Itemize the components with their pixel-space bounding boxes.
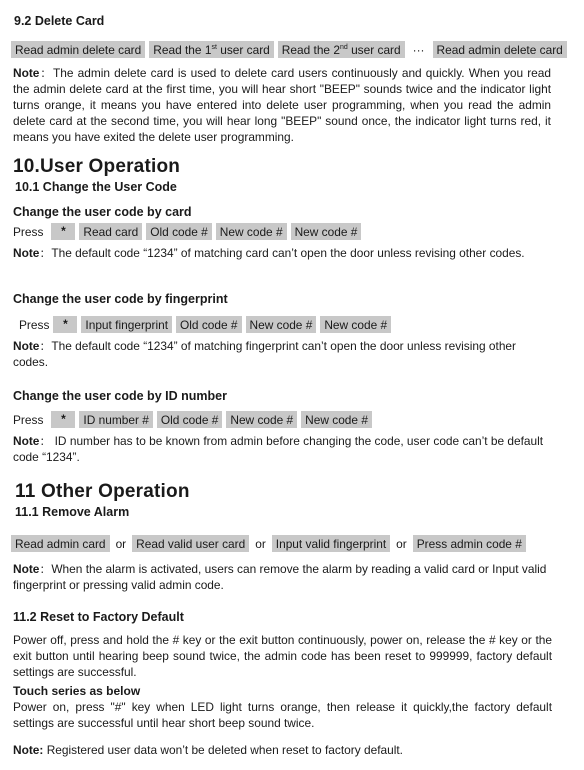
step-new-code-confirm: New code #	[301, 411, 372, 428]
delete-card-note: Note：The admin delete card is used to delete card users continuously and quickly. When you read the admin delete card at the first time, you will hear short "BEEP" sounds twice and the indicator light turns orange, it means you have entered into delete user programming, when you read the admin delete card at the second time, you will hear long "BEEP" sound once, the indicator light turns red, it means you have exited the delete user programming.	[13, 66, 551, 144]
press-label: Press	[13, 412, 44, 427]
section-10-title: 10.User Operation	[13, 156, 181, 177]
section-11-2-title: 11.2 Reset to Factory Default	[13, 610, 184, 624]
press-label: Press	[19, 317, 50, 332]
id-number-heading: Change the user code by ID number	[13, 389, 227, 403]
fingerprint-note: Note：The default code “1234” of matching fingerprint can’t open the door unless revising other codes.	[13, 339, 517, 369]
section-9-2-title: 9.2 Delete Card	[14, 14, 105, 28]
or-label: or	[255, 536, 266, 551]
remove-alarm-steps	[11, 535, 526, 552]
step-old-code: Old code #	[176, 316, 242, 333]
card-steps	[13, 223, 361, 240]
press-label: Press	[13, 224, 44, 239]
step-new-code: New code #	[216, 223, 287, 240]
id-number-steps	[13, 411, 372, 428]
step-input-fingerprint: Input fingerprint	[81, 316, 172, 333]
star-key: *	[51, 223, 75, 240]
step-id-number: ID number #	[79, 411, 152, 428]
step-new-code: New code #	[226, 411, 297, 428]
or-label: or	[115, 536, 127, 551]
step-old-code: Old code #	[157, 411, 223, 428]
star-key: *	[51, 411, 75, 428]
star-key: *	[53, 316, 77, 333]
fingerprint-steps	[19, 316, 391, 333]
step-input-valid-fingerprint: Input valid fingerprint	[272, 535, 390, 552]
card-heading: Change the user code by card	[13, 205, 192, 219]
touch-series-heading: Touch series as below	[13, 684, 141, 698]
step-read-admin-delete-card: Read admin delete card	[11, 41, 145, 58]
step-read-second-user-card: Read the 2nd user card	[278, 41, 405, 58]
final-note: Note: Registered user data won’t be deleted when reset to factory default.	[13, 743, 403, 757]
section-10-1-title: 10.1 Change the User Code	[15, 180, 177, 194]
step-read-first-user-card: Read the 1st user card	[149, 41, 274, 58]
touch-series-instructions: Power on, press "#" key when LED light turns orange, then release it quickly,the factory default settings are successful until hear short beep sound twice.	[13, 700, 552, 730]
step-read-admin-delete-card-again: Read admin delete card	[433, 41, 567, 58]
step-read-admin-card: Read admin card	[11, 535, 110, 552]
section-11-title: 11 Other Operation	[15, 481, 190, 502]
step-old-code: Old code #	[146, 223, 212, 240]
ellipsis: ···	[412, 42, 425, 57]
step-new-code-confirm: New code #	[291, 223, 362, 240]
step-press-admin-code: Press admin code #	[413, 535, 526, 552]
delete-card-steps	[11, 41, 567, 58]
reset-instructions: Power off, press and hold the # key or the exit button continuously, power on, release the # key or the exit button until hearing beep sound twice, the admin code has been reset to 999999, factory default settings are successful.	[13, 633, 552, 679]
card-note: Note：The default code “1234” of matching card can’t open the door unless revising other codes.	[13, 246, 525, 260]
step-read-card: Read card	[79, 223, 142, 240]
or-label: or	[396, 536, 407, 551]
fingerprint-heading: Change the user code by fingerprint	[13, 292, 228, 306]
id-number-note: Note： ID number has to be known from admin before changing the code, user code can’t be default code “1234”.	[13, 434, 544, 464]
remove-alarm-note: Note：When the alarm is activated, users can remove the alarm by reading a valid card or Input valid fingerprint or pressing valid admin code.	[13, 562, 547, 592]
step-new-code: New code #	[246, 316, 317, 333]
step-new-code-confirm: New code #	[320, 316, 391, 333]
step-read-valid-user-card: Read valid user card	[132, 535, 249, 552]
section-11-1-title: 11.1 Remove Alarm	[15, 505, 130, 519]
